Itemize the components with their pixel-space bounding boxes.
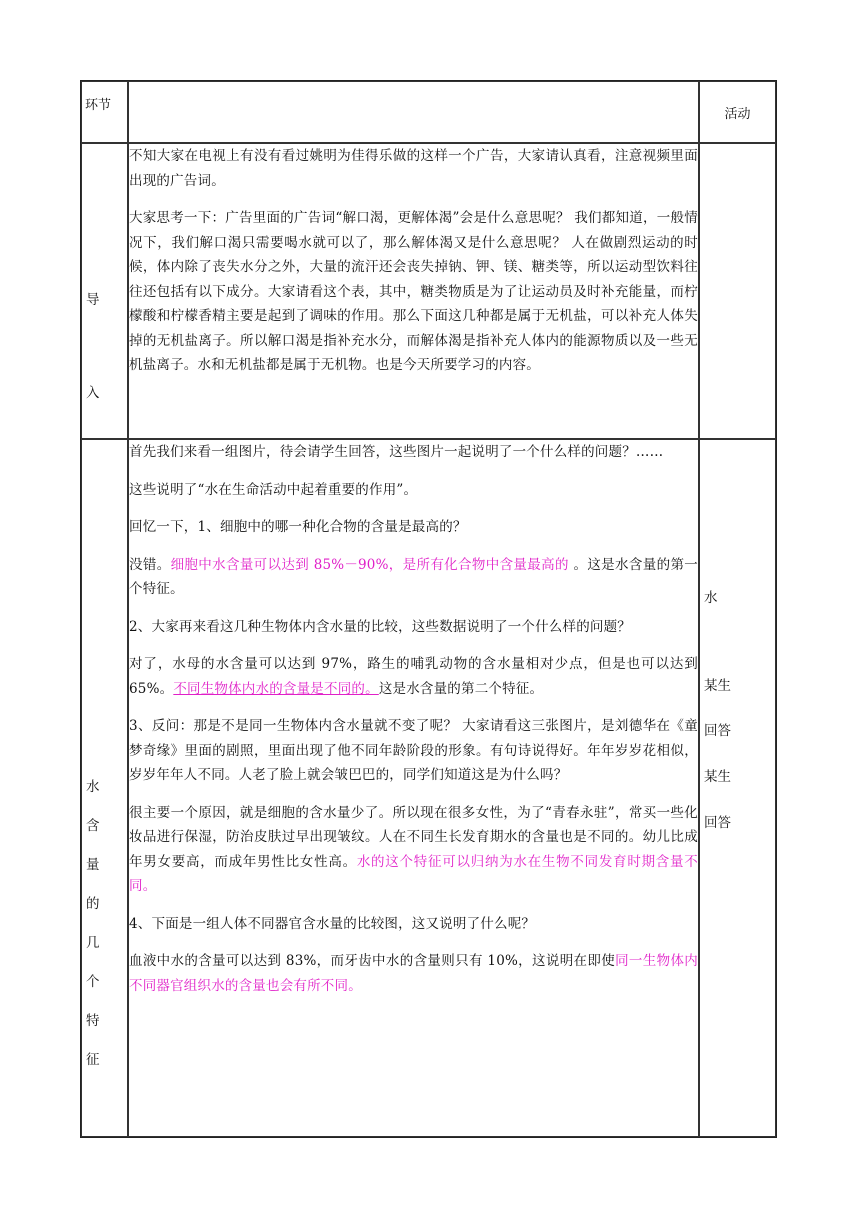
highlighted-text: 细胞中水含量可以达到 85%－90%，是所有化合物中含量最高的: [170, 556, 569, 573]
stage-char: 含: [86, 818, 100, 834]
intro-paragraph: 大家思考一下：广告里面的广告词“解口渴，更解体渴”会是什么意思呢？ 我们都知道，一般情况下，我们解口渴只需要喝水就可以了，那么解体渴又是什么意思呢？ 人在做剧烈运动的时候，体内除了丧失水分之外，大量的流汗还会丧失掉钠、钾、镁、糖类等，所以运动型饮料往往还包括有以下成分。大家请看这个表，其中，糖类物质是为了让运动员及时补充能量，而柠檬酸和柠檬香精主要是起到了调味的作用。那么下面这几种都是属于无机盐，可以补充人体失掉的无机盐离子。所以解口渴是指补充水分，而解体渴是指补充人体内的能源物质以及一些无机盐离子。水和无机盐都是属于无机物。也是今天所要学习的内容。: [129, 210, 698, 373]
water-stage-cell: [81, 439, 128, 1137]
stage-char: 入: [86, 385, 100, 401]
highlighted-text: 水的这个特征可以归纳为水在生物不同发育时期含量不同。: [129, 853, 698, 894]
stage-char: 量: [86, 857, 100, 873]
header-activity-cell: 活动: [699, 81, 776, 143]
intro-content-cell: [128, 143, 699, 439]
text: 对了，水母的水含量可以达到 97%，路生的哺乳动物的含水量相对少点，但是也可以达到 65%。: [129, 656, 698, 697]
stage-char: 水: [86, 779, 100, 795]
activity-note: 水: [704, 590, 718, 606]
stage-char: 几: [86, 935, 100, 951]
text: 很主要一个原因，就是细胞的含水量少了。所以现在很多女性，为了“青春永驻”，常买一些化妆品进行保湿，防治皮肤过早出现皱纹。人在不同生长发育期水的含量也是不同的。幼儿比成年男女要高，而成年男性比女性高。: [129, 804, 698, 870]
lesson-plan-table: [80, 80, 777, 1138]
header-content-cell: [128, 81, 699, 143]
highlighted-text: 同一生物体内不同器官组织水的含量也会有所不同。: [129, 953, 698, 994]
water-paragraph: 这些说明了“水在生命活动中起着重要的作用”。: [129, 481, 418, 498]
intro-paragraph: 不知大家在电视上有没有看过姚明为佳得乐做的这样一个广告，大家请认真看，注意视频里面出现的广告词。: [129, 148, 698, 189]
header-stage-cell: 环节: [81, 81, 128, 143]
water-content-cell: [128, 439, 699, 1137]
stage-char: 个: [86, 974, 100, 990]
header-row: [81, 81, 776, 143]
activity-note: 回答: [704, 723, 731, 739]
highlighted-underlined-text: 不同生物体内水的含量是不同的。: [173, 680, 379, 697]
stage-char: 的: [86, 896, 100, 912]
water-paragraph: 回忆一下，1、细胞中的哪一种化合物的含量是最高的？: [129, 519, 467, 535]
intro-stage-cell: [81, 143, 128, 439]
activity-note: 回答: [704, 815, 731, 831]
water-paragraph: [129, 949, 698, 998]
water-row: [81, 439, 776, 1137]
water-paragraph: [129, 553, 698, 602]
stage-char: 导: [86, 292, 100, 308]
water-activity-cell: [699, 439, 776, 1137]
intro-activity-cell: [699, 143, 776, 439]
activity-note: 某生: [704, 769, 731, 785]
intro-row: [81, 143, 776, 439]
text: 血液中水的含量可以达到 83%，而牙齿中水的含量则只有 10%，这说明在即使: [129, 953, 616, 969]
stage-char: 特: [86, 1013, 100, 1029]
text: 。这是水含量的第一个特征。: [129, 556, 698, 597]
water-paragraph: 3、反问：那是不是同一生物体内含水量就不变了呢？ 大家请看这三张图片，是刘德华在《童梦奇缘》里面的剧照，里面出现了他不同年龄阶段的形象。有句诗说得好。年年岁岁花相似，岁岁年年人不同。人老了脸上就会皱巴巴的，同学们知道这是为什么吗？: [129, 718, 698, 783]
water-paragraph: 首先我们来看一组图片，待会请学生回答，这些图片一起说明了一个什么样的问题？……: [129, 444, 664, 460]
water-paragraph: 2、大家再来看这几种生物体内含水量的比较，这些数据说明了一个什么样的问题？: [129, 618, 631, 635]
activity-note: 某生: [704, 678, 731, 694]
water-paragraph: [129, 652, 698, 701]
text: 这是水含量的第二个特征。: [378, 680, 544, 697]
water-paragraph: [129, 801, 698, 899]
water-paragraph: 4、下面是一组人体不同器官含水量的比较图，这又说明了什么呢？: [129, 915, 536, 932]
stage-char: 征: [86, 1052, 100, 1068]
text: 没错。: [129, 556, 171, 573]
